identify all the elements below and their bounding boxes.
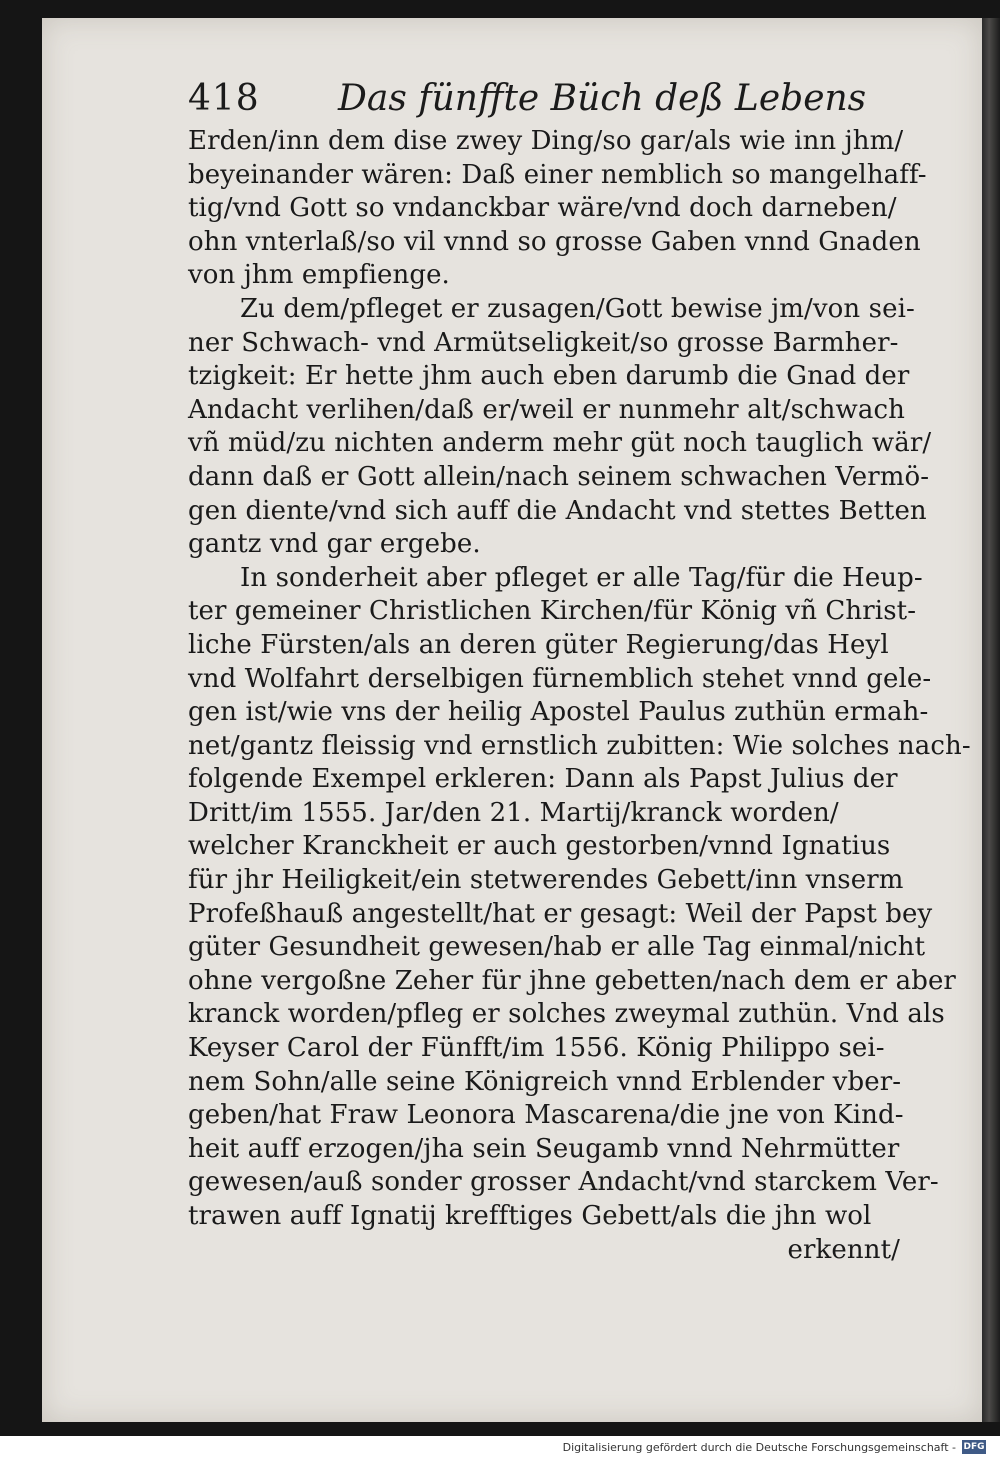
catchword-line: erkennt/ bbox=[787, 1234, 900, 1265]
text-line: Keyser Carol der Fünfft/im 1556. König Philippo sei- bbox=[188, 1033, 885, 1064]
text-line: ohn vnterlaß/so vil vnnd so grosse Gaben vnnd Gnaden bbox=[188, 226, 921, 257]
text-line: nem Sohn/alle seine Königreich vnnd Erblender vber- bbox=[188, 1066, 902, 1097]
paragraph-start-line: In sonderheit aber pfleget er alle Tag/für die Heup- bbox=[240, 562, 923, 593]
text-line: gewesen/auß sonder grosser Andacht/vnd starckem Ver- bbox=[188, 1167, 939, 1198]
text-line: Profeßhauß angestellt/hat er gesagt: Weil der Papst bey bbox=[188, 898, 933, 929]
digitization-credit: Digitalisierung gefördert durch die Deutsche Forschungsgemeinschaft - bbox=[562, 1441, 956, 1454]
text-line: heit auff erzogen/jha sein Seugamb vnnd Nehrmütter bbox=[188, 1133, 900, 1164]
text-line: gen ist/wie vns der heilig Apostel Paulus zuthün ermah- bbox=[188, 697, 929, 728]
text-line: ner Schwach- vnd Armütseligkeit/so grosse Barmher- bbox=[188, 327, 899, 358]
text-line: geben/hat Fraw Leonora Mascarena/die jne von Kind- bbox=[188, 1100, 904, 1131]
text-line: ter gemeiner Christlichen Kirchen/für König vñ Christ- bbox=[188, 596, 917, 627]
page-edge bbox=[982, 18, 1000, 1422]
paragraph-start-line: Zu dem/pfleget er zusagen/Gott bewise jm/von sei- bbox=[240, 293, 915, 324]
text-line: tig/vnd Gott so vndanckbar wäre/vnd doch darneben/ bbox=[188, 193, 897, 224]
page-body bbox=[188, 125, 971, 1267]
text-line: Erden/inn dem dise zwey Ding/so gar/als wie inn jhm/ bbox=[188, 126, 904, 156]
text-line: güter Gesundheit gewesen/hab er alle Tag einmal/nicht bbox=[188, 932, 926, 963]
text-line: tzigkeit: Er hette jhm auch eben darumb die Gnad der bbox=[188, 361, 910, 392]
text-line: ohne vergoßne Zeher für jhne gebetten/nach dem er aber bbox=[188, 965, 956, 996]
text-line: liche Fürsten/als an deren güter Regierung/das Heyl bbox=[188, 629, 889, 660]
text-line: folgende Exempel erkleren: Dann als Papst Julius der bbox=[188, 764, 898, 795]
text-line: vnd Wolfahrt derselbigen fürnemblich stehet vnnd gele- bbox=[188, 663, 932, 694]
page-number: 418 bbox=[188, 78, 260, 119]
text-line: beyeinander wären: Daß einer nemblich so mangelhaff- bbox=[188, 159, 927, 190]
text-line: von jhm empfienge. bbox=[188, 260, 450, 291]
text-line: gantz vnd gar ergebe. bbox=[188, 529, 481, 560]
text-line: trawen auff Ignatij krefftiges Gebett/als die jhn wol bbox=[188, 1201, 872, 1231]
text-line: net/gantz fleissig vnd ernstlich zubitten: Wie solches nach- bbox=[188, 730, 971, 761]
dfg-logo: DFG bbox=[963, 1442, 985, 1452]
text-line: gen diente/vnd sich auff die Andacht vnd stettes Betten bbox=[188, 495, 927, 526]
text-line: welcher Kranckheit er auch gestorben/vnnd Ignatius bbox=[188, 831, 891, 862]
text-line: kranck worden/pfleg er solches zweymal zuthün. Vnd als bbox=[188, 999, 945, 1030]
text-line: dann daß er Gott allein/nach seinem schwachen Vermö- bbox=[188, 461, 930, 492]
running-title: Das fünffte Büch deß Lebens bbox=[338, 78, 867, 119]
text-line: vñ müd/zu nichten anderm mehr güt noch tauglich wär/ bbox=[188, 428, 932, 459]
text-line: für jhr Heiligkeit/ein stetwerendes Gebett/inn vnserm bbox=[188, 865, 904, 896]
page-header bbox=[188, 72, 900, 122]
text-line: Andacht verlihen/daß er/weil er nunmehr alt/schwach bbox=[188, 394, 905, 425]
text-line: Dritt/im 1555. Jar/den 21. Martij/kranck worden/ bbox=[188, 797, 839, 828]
